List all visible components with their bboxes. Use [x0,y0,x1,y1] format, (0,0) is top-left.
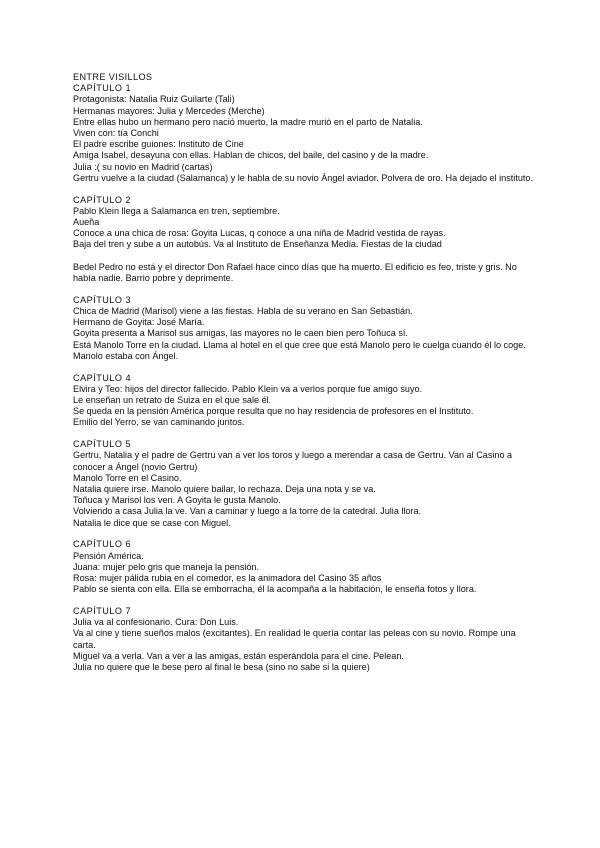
chapter-line: Hermanas mayores: Julia y Mercedes (Merche) [73,105,265,116]
chapter-section [73,195,533,285]
chapter-line: Toñuca y Marisol los ven. A Goyita le gusta Manolo. [73,495,281,506]
chapter-line: Pensión América. [73,550,144,561]
chapter-line: Julia :( su novio en Madrid (cartas) [73,161,213,172]
chapter-line: Le enseñan un retrato de Suiza en el que sale él. [73,395,272,406]
chapter-line: Va al cine y tiene sueños malos (excitantes). En realidad le quería contar las peleas con su novio. Rompe una carta. [73,628,516,650]
chapter-heading: CAPÍTULO 5 [73,439,132,450]
chapter-line: Bedel Pedro no está y el director Don Rafael hace cinco días que ha muerto. El edificio es feo, triste y gris. No había nadie. Barrio pobre y deprimente. [73,261,517,284]
chapter-line: Baja del tren y sube a un autobús. Va al Instituto de Enseñanza Media. Fiestas de la ciudad [73,239,442,250]
chapter-line: Juana: mujer pelo gris que maneja la pensión. [73,561,260,572]
chapter-line: El padre escribe guiones: Instituto de Cine [73,139,244,150]
chapter-line: Está Manolo Torre en la ciudad. Llama al hotel en el que cree que está Manolo pero le cuelga cuando él lo coge. Manolo estaba con Ángel. [73,339,526,361]
chapter-heading: CAPÍTULO 7 [73,606,132,617]
chapter-section [73,83,533,184]
chapter-line: Julia va al confesionario. Cura: Don Luis. [73,617,239,628]
chapter-line: Miguel va a verla. Van a ver a las amigas, están esperándola para el cine. Pelean. [73,650,404,661]
chapter-heading: CAPÍTULO 6 [73,539,132,550]
chapter-heading: CAPÍTULO 2 [73,194,132,205]
chapter-line: Goyita presenta a Marisol sus amigas, las mayores no le caen bien pero Toñuca sí. [73,328,408,339]
chapter-line: Amiga Isabel, desayuna con ellas. Hablan de chicos, del baile, del casino y de la madre. [73,150,429,161]
chapter-heading: CAPÍTULO 1 [73,83,132,94]
chapter-line: Gertru vuelve a la ciudad (Salamanca) y le habla de su novio Ángel aviador. Polvera de oro. Ha dejado el instituto. [73,172,534,183]
chapter-section [73,606,533,673]
document-title: ENTRE VISILLOS [73,72,153,82]
chapter-line: Conoce a una chica de rosa: Goyita Lucas, q conoce a una niña de Madrid vestida de rayas. [73,228,446,239]
chapter-heading: CAPÍTULO 3 [73,294,132,305]
chapter-line: Manolo Torre en el Casino. [73,472,182,483]
chapter-line: Natalia quiere irse. Manolo quiere bailar, lo rechaza. Deja una nota y se va. [73,484,376,495]
paragraph-gap [73,251,533,262]
chapter-line: Protagonista: Natalia Ruiz Guilarte (Tali) [73,94,235,105]
chapter-line: Rosa: mujer pálida rubia en el comedor, es la animadora del Casino 35 años [73,573,382,584]
chapter-line: Aueña [73,217,100,228]
chapter-line: Natalia le dice que se case con Miguel. [73,517,231,528]
chapter-line: Elvira y Teo: hijos del director fallecido. Pablo Klein va a verlos porque fue amigo suyo. [73,383,423,394]
chapter-line: Volviendo a casa Julia la ve. Van a caminar y luego a la torre de la catedral. Julia llora. [73,506,422,517]
chapter-line: Hermano de Goyita: José María. [73,317,205,328]
chapter-section [73,373,533,429]
chapter-line: Entre ellas hubo un hermano pero nació muerto, la madre murió en el parto de Natalia. [73,116,423,127]
chapter-line: Chica de Madrid (Marisol) viene a las fiestas. Habla de su verano en San Sebastián. [73,306,413,317]
chapter-line: Emilio del Yerro, se van caminando juntos. [73,417,245,428]
chapter-line: Gertru, Natalia y el padre de Gertru van a ver los toros y luego a merendar a casa de Gertru. Van al Casino a conocer a Ángel (novio Gertru) [73,450,513,472]
chapter-line: Julia no quiere que le bese pero al final le besa (sino no sabe si la quiere) [73,662,370,673]
chapter-line: Viven con: tía Conchi [73,128,159,139]
chapter-list [73,83,533,673]
chapter-heading: CAPÍTULO 4 [73,372,132,383]
chapter-section [73,295,533,362]
chapter-section [73,539,533,595]
chapter-line: Pablo se sienta con ella. Ella se emborracha, él la acompaña a la habitación, le enseña fotos y llora. [73,584,477,595]
chapter-line: Pablo Klein llega a Salamanca en tren, septiembre. [73,205,280,216]
chapter-line: Se queda en la pensión América porque resulta que no hay residencia de profesores en el Instituto. [73,406,474,417]
chapter-section [73,439,533,529]
document-body [73,72,533,684]
